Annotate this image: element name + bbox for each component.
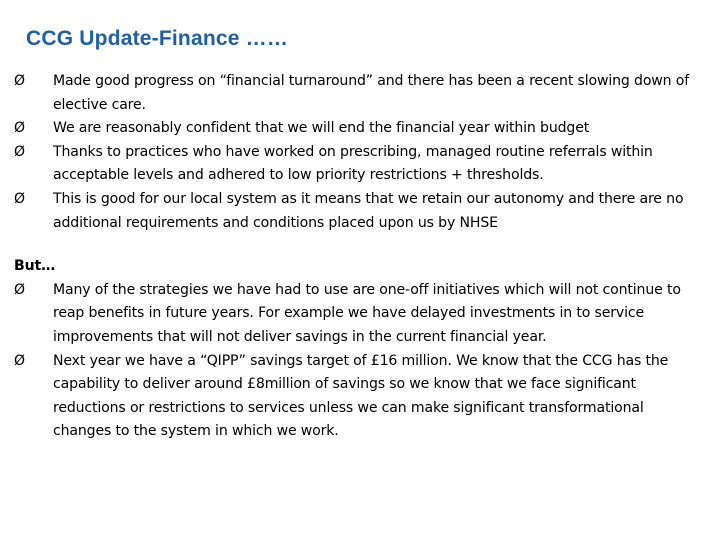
arrow-bullet-icon: Ø (14, 352, 25, 369)
bullet-text: Next year we have a “QIPP” savings target of £16 million. We know that the CCG has the capability to deliver around £8million of savings so we know that we face significant reductions or restrictions to services unless we can make significant transformational changes to the system in which we work. (53, 352, 669, 440)
bullet-item (14, 350, 704, 444)
spacer (14, 235, 704, 255)
arrow-bullet-icon: Ø (14, 143, 25, 160)
arrow-bullet-icon: Ø (14, 190, 25, 207)
bullet-text: Made good progress on “financial turnaround” and there has been a recent slowing down of elective care. (53, 73, 690, 113)
arrow-bullet-icon: Ø (14, 73, 25, 89)
bullet-item (14, 70, 704, 117)
bullet-text: Many of the strategies we have had to use are one-off initiatives which will not continue to reap benefits in future years. For example we have delayed investments in to service improvements that will not deliver savings in the current financial year. (53, 281, 681, 345)
slide-body (14, 70, 704, 444)
but-heading: But… (14, 258, 56, 275)
slide-title: CCG Update-Finance …… (26, 27, 289, 50)
bullet-item (14, 279, 704, 350)
bullet-text: We are reasonably confident that we will end the financial year within budget (53, 120, 590, 137)
bullet-item (14, 141, 704, 188)
bullet-item (14, 117, 704, 141)
bullet-item (14, 188, 704, 235)
arrow-bullet-icon: Ø (14, 281, 25, 298)
arrow-bullet-icon: Ø (14, 120, 25, 137)
bullet-text: Thanks to practices who have worked on prescribing, managed routine referrals within acceptable levels and adhered to low priority restrictions + thresholds. (53, 143, 653, 184)
bullet-text: This is good for our local system as it means that we retain our autonomy and there are no additional requirements and conditions placed upon us by NHSE (53, 190, 684, 231)
